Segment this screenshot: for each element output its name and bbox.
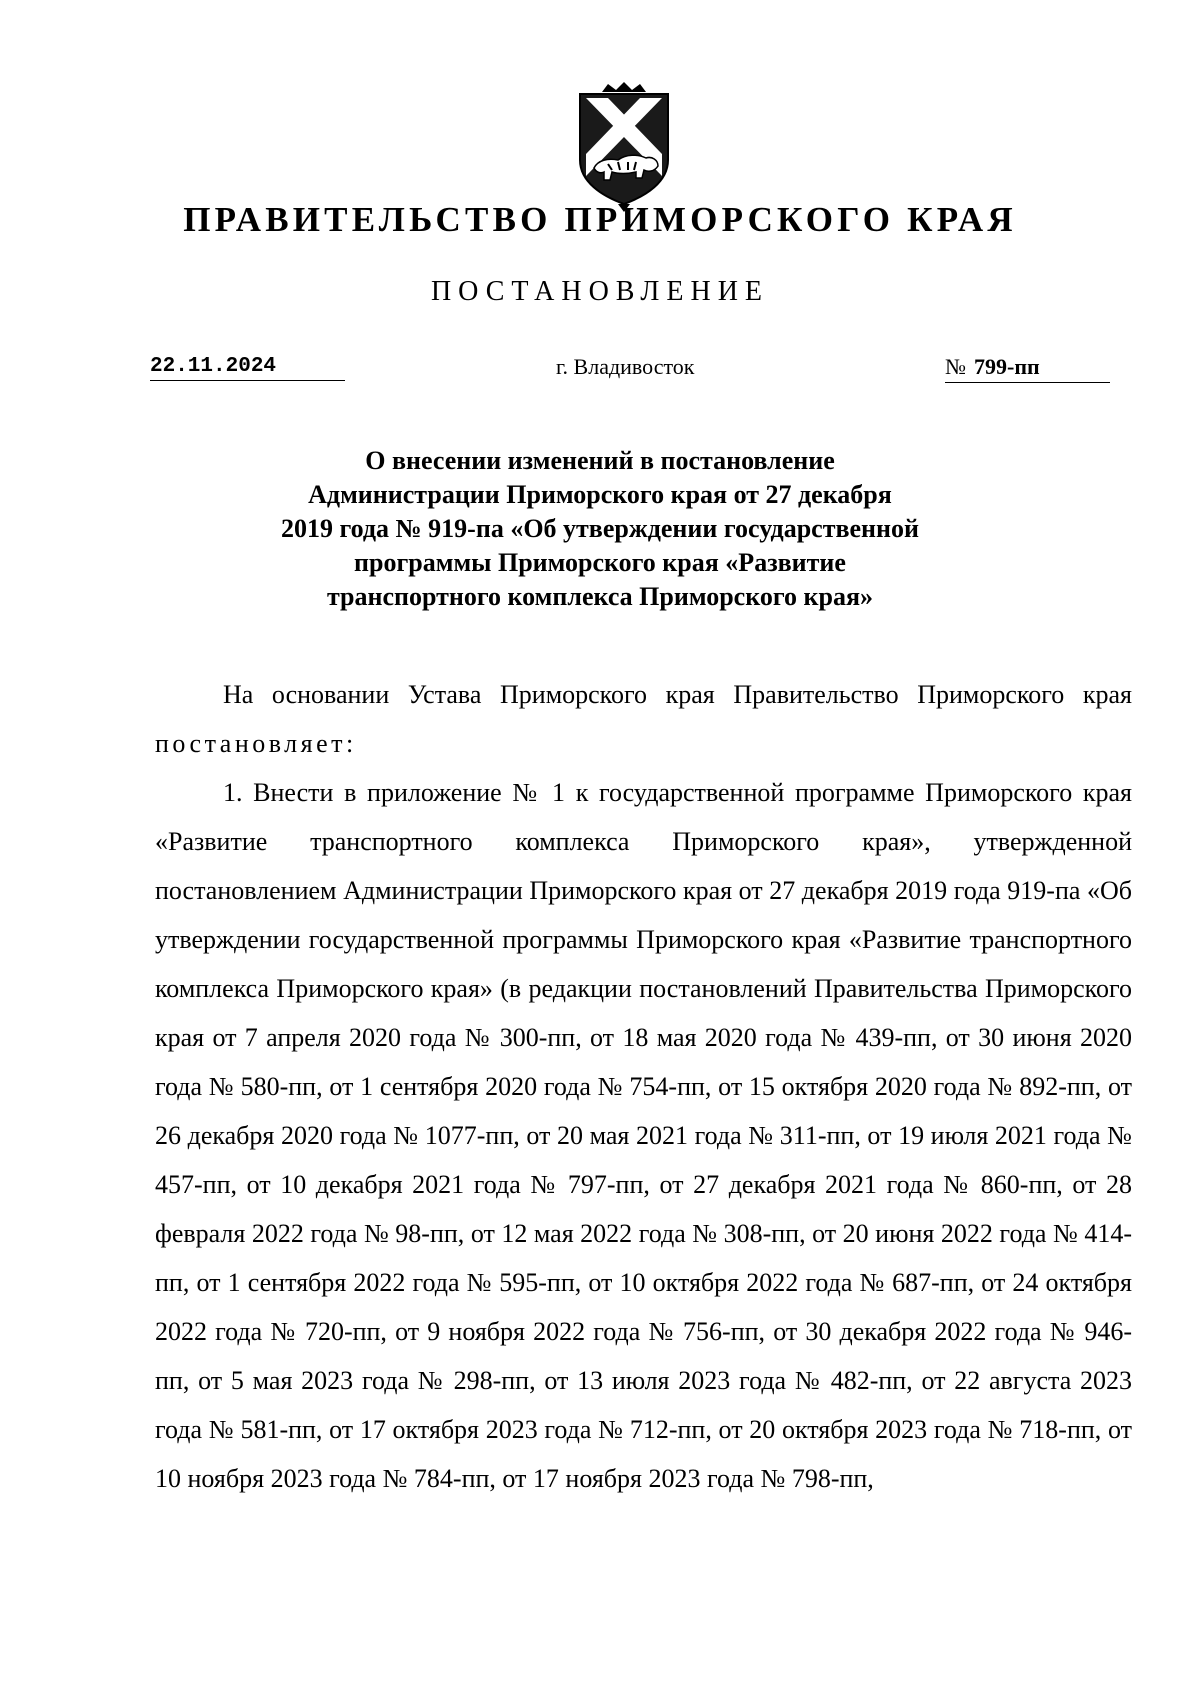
- document-type: ПОСТАНОВЛЕНИЕ: [430, 276, 770, 307]
- document-body: [155, 670, 1132, 1503]
- number-sign: №: [945, 354, 966, 379]
- government-title: ПРАВИТЕЛЬСТВО ПРИМОРСКОГО КРАЯ: [183, 200, 1017, 239]
- heading-line: Администрации Приморского края от 27 декабря: [308, 480, 892, 509]
- document-city: г. Владивосток: [556, 354, 695, 379]
- tiger-shield-icon: [572, 82, 676, 212]
- intro-verb: постановляет:: [155, 729, 357, 758]
- heading-line: программы Приморского края «Развитие: [354, 548, 846, 577]
- coat-of-arms-emblem: [572, 82, 676, 212]
- heading-line: О внесении изменений в постановление: [365, 446, 835, 475]
- document-heading: [220, 444, 980, 614]
- intro-paragraph: [155, 670, 1132, 768]
- document-number: [945, 354, 1110, 383]
- item-1-paragraph: 1. Внести в приложение № 1 к государственной программе Приморского края «Развитие транспортного комплекса Приморского края», утвержденной постановлением Администрации Приморского края от 27 декабря 2019 года 919-па «Об утверждении государственной программы Приморского края «Развитие транспортного комплекса Приморского края» (в редакции постановлений Правительства Приморского края от 7 апреля 2020 года № 300-пп, от 18 мая 2020 года № 439-пп, от 30 июня 2020 года № 580-пп, от 1 сентября 2020 года № 754-пп, от 15 октября 2020 года № 892-пп, от 26 декабря 2020 года № 1077-пп, от 20 мая 2021 года № 311-пп, от 19 июля 2021 года № 457-пп, от 10 декабря 2021 года № 797-пп, от 27 декабря 2021 года № 860-пп, от 28 февраля 2022 года № 98-пп, от 12 мая 2022 года № 308-пп, от 20 июня 2022 года № 414-пп, от 1 сентября 2022 года № 595-пп, от 10 октября 2022 года № 687-пп, от 24 октября 2022 года № 720-пп, от 9 ноября 2022 года № 756-пп, от 30 декабря 2022 года № 946-пп, от 5 мая 2023 года № 298-пп, от 13 июля 2023 года № 482-пп, от 22 августа 2023 года № 581-пп, от 17 октября 2023 года № 712-пп, от 20 октября 2023 года № 718-пп, от 10 ноября 2023 года № 784-пп, от 17 ноября 2023 года № 798-пп,: [155, 778, 1132, 1493]
- number-value: 799-пп: [974, 354, 1040, 379]
- heading-line: транспортного комплекса Приморского края»: [326, 582, 874, 611]
- heading-line: 2019 года № 919-па «Об утверждении государственной: [280, 514, 919, 543]
- intro-text: На основании Устава Приморского края Правительство Приморского края: [223, 680, 1132, 709]
- document-date: 22.11.2024: [150, 355, 345, 381]
